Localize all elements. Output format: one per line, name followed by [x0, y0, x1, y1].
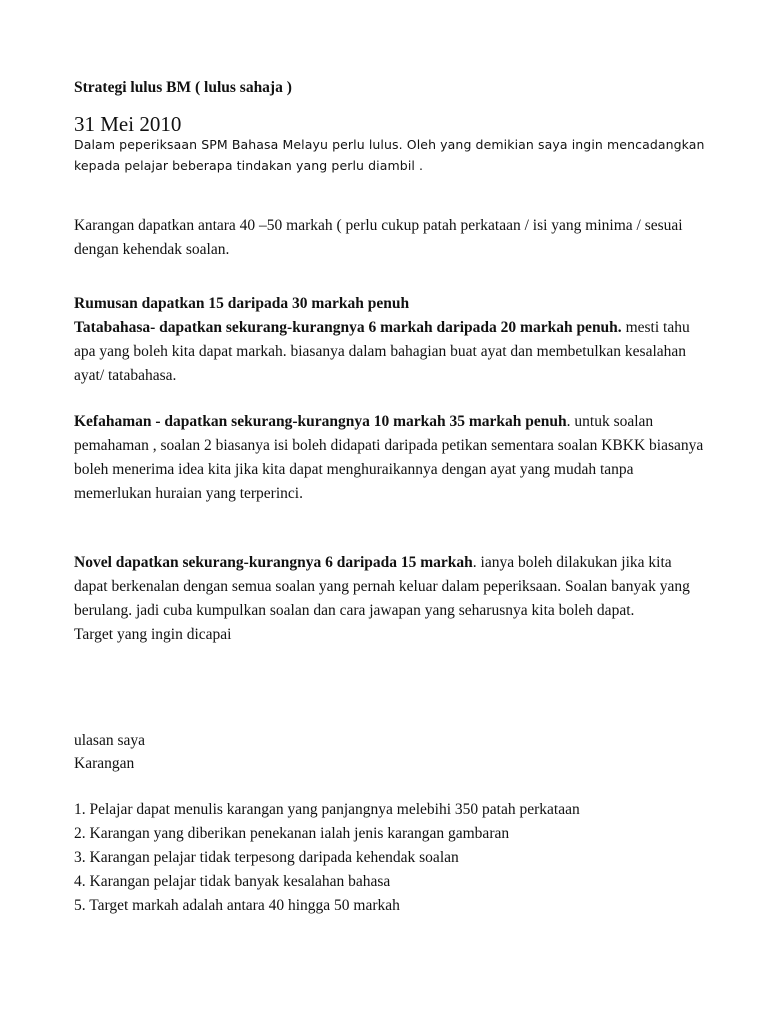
rumusan-heading: Rumusan dapatkan 15 daripada 30 markah penuh — [74, 295, 410, 312]
post-date: 31 Mei 2010 — [74, 112, 182, 136]
novel-paragraph — [74, 551, 704, 647]
list-item: 5. Target markah adalah antara 40 hingga 50 markah — [74, 897, 400, 914]
kefahaman-heading: Kefahaman - dapatkan sekurang-kurangnya 10 markah 35 markah penuh — [74, 413, 567, 430]
target-list — [74, 798, 580, 918]
list-item: 1. Pelajar dapat menulis karangan yang panjangnya melebihi 350 patah perkataan — [74, 801, 580, 818]
rumusan-tatabahasa-paragraph — [74, 292, 704, 388]
document-title: Strategi lulus BM ( lulus sahaja ) — [74, 79, 292, 96]
ulasan-label: ulasan saya — [74, 732, 146, 749]
kefahaman-paragraph — [74, 410, 704, 506]
target-line: Target yang ingin dicapai — [74, 626, 232, 643]
karangan-paragraph: Karangan dapatkan antara 40 –50 markah ( perlu cukup patah perkataan / isi yang minima / sesuai dengan kehendak soalan. — [74, 217, 683, 258]
list-item: 3. Karangan pelajar tidak terpesong daripada kehendak soalan — [74, 849, 459, 866]
novel-text: . ianya boleh dilakukan jika kita dapat berkenalan dengan semua soalan yang pernah keluar dalam peperiksaan. Soalan banyak yang berulang. jadi cuba kumpulkan soalan dan cara jawapan yang seharusnya kita boleh dapat. — [74, 554, 690, 619]
tatabahasa-text: mesti tahu apa yang boleh kita dapat markah. biasanya dalam bahagian buat ayat dan membetulkan kesalahan ayat/ tatabahasa. — [74, 319, 690, 384]
tatabahasa-heading: Tatabahasa- dapatkan sekurang-kurangnya 6 markah daripada 20 markah penuh. — [74, 319, 622, 336]
intro-paragraph: Dalam peperiksaan SPM Bahasa Melayu perlu lulus. Oleh yang demikian saya ingin mencadangkan kepada pelajar beberapa tindakan yang perlu diambil . — [74, 137, 705, 173]
list-item: 2. Karangan yang diberikan penekanan ialah jenis karangan gambaran — [74, 825, 510, 842]
list-item: 4. Karangan pelajar tidak banyak kesalahan bahasa — [74, 873, 391, 890]
karangan-subheading: Karangan — [74, 755, 135, 772]
kefahaman-text: . untuk soalan pemahaman , soalan 2 biasanya isi boleh didapati daripada petikan sementara soalan KBKK biasanya boleh menerima idea kita jika kita dapat menghuraikannya dengan ayat yang mudah tanpa memerlukan huraian yang terperinci. — [74, 413, 704, 502]
novel-heading: Novel dapatkan sekurang-kurangnya 6 daripada 15 markah — [74, 554, 473, 571]
